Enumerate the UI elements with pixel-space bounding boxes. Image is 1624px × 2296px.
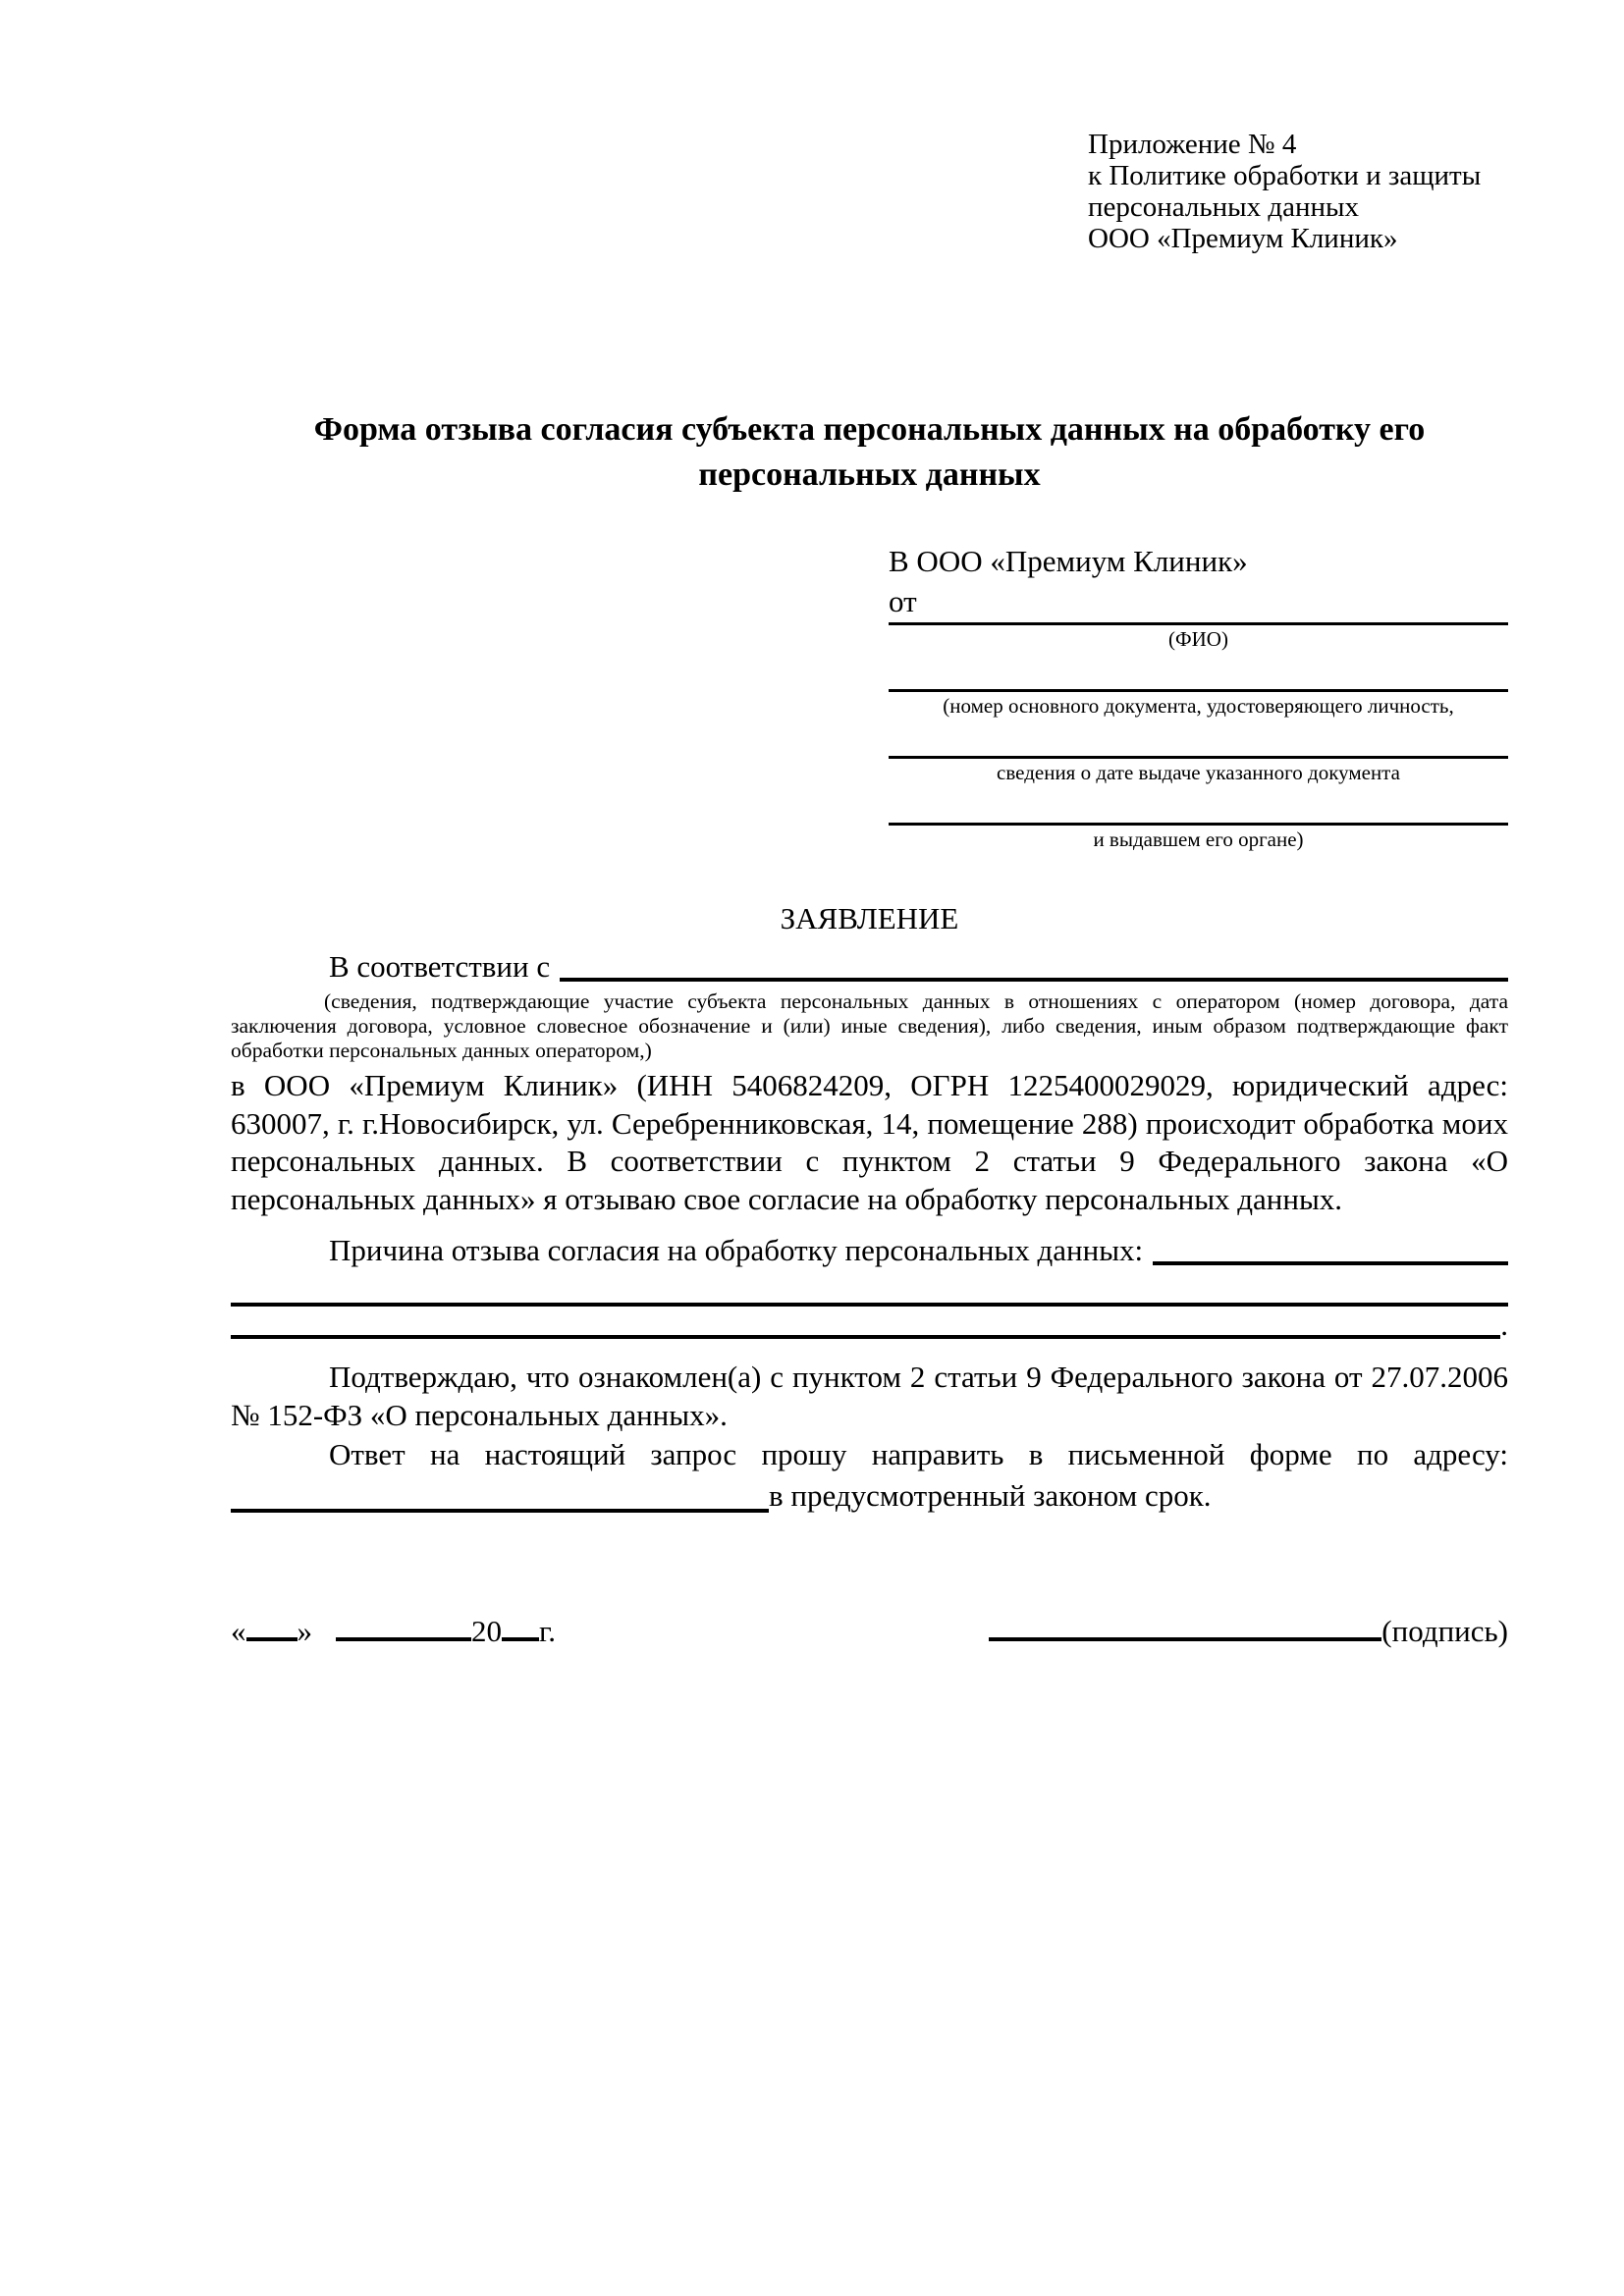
date-field [231,1612,556,1651]
annex-note [1088,129,1508,254]
issue-date-caption: сведения о дате выдаче указанного документа [997,761,1400,784]
reply-address-row [231,1474,1508,1518]
in-accordance-label: В соответствии с [329,949,551,984]
signature-field [989,1612,1508,1651]
signature-caption: (подпись) [1381,1613,1508,1648]
reason-label: Причина отзыва согласия на обработку персональных данных: [329,1233,1144,1267]
addressee-from-label: от [889,584,917,618]
issue-date-blank-line [889,719,1508,759]
quote-open: « [231,1613,246,1648]
reason-row [231,1231,1508,1270]
issuing-authority-blank-line [889,785,1508,826]
annex-line: к Политике обработки и защиты [1088,160,1482,191]
signature-date-row [231,1612,1508,1651]
date-month-blank [336,1636,471,1641]
reply-deadline-text: в предусмотренный законом срок. [769,1477,1212,1513]
in-accordance-row [231,947,1508,987]
reason-continuation-line-2 [231,1307,1500,1339]
reply-address-blank-line [231,1508,769,1513]
annex-line: персональных данных [1088,191,1360,223]
annex-line: ООО «Премиум Клиник» [1088,223,1398,254]
period-text: . [1500,1308,1508,1342]
issuing-authority-caption: и выдавшем его органе) [1093,828,1304,851]
signature-blank-line [989,1636,1381,1641]
in-accordance-blank-line [560,947,1508,982]
reason-continuation-line-1 [231,1270,1508,1307]
statement-footnote: (сведения, подтверждающие участие субъекта персональных данных в отношениях с оператором (номер договора, дата заключения договора, условное словесное обозначение и (или) иные сведения), либо сведения, иным образом подтверждающие факт обработки персональных данных оператором,) [231,989,1508,1062]
confirmation-paragraph: Подтверждаю, что ознакомлен(а) с пунктом 2 статьи 9 Федерального закона от 27.07.2006 № 152-ФЗ «О персональных данных». [231,1360,1508,1432]
date-year-blank [502,1636,539,1641]
fio-caption: (ФИО) [1168,627,1228,651]
reason-continuation-line-2-row [231,1307,1508,1344]
year-suffix: г. [539,1613,556,1648]
id-document-blank-line [889,652,1508,692]
addressee-block [889,541,1508,852]
reason-blank-line [1153,1231,1508,1265]
year-prefix: 20 [471,1613,502,1648]
reply-request-paragraph: Ответ на настоящий запрос прошу направить в письменной форме по адресу: [329,1437,1508,1471]
id-document-caption: (номер основного документа, удостоверяющего личность, [943,694,1454,718]
statement-heading: ЗАЯВЛЕНИЕ [780,901,959,935]
quote-close: » [297,1613,312,1648]
statement-body: в ООО «Премиум Клиник» (ИНН 5406824209, ОГРН 1225400029029, юридический адрес: 630007, г. г.Новосибирск, ул. Серебренниковская, 14, помещение 288) происходит обработка моих персональных данных. В соответствии с пунктом 2 статьи 9 Федерального закона «О персональных данных» я отзываю свое согласие на обработку персональных данных. [231,1068,1508,1216]
date-day-blank [246,1636,298,1641]
annex-line: Приложение № 4 [1088,129,1297,160]
addressee-to: В ООО «Премиум Клиник» [889,544,1248,578]
document-title: Форма отзыва согласия субъекта персональных данных на обработку его персональных данных [313,411,1426,493]
